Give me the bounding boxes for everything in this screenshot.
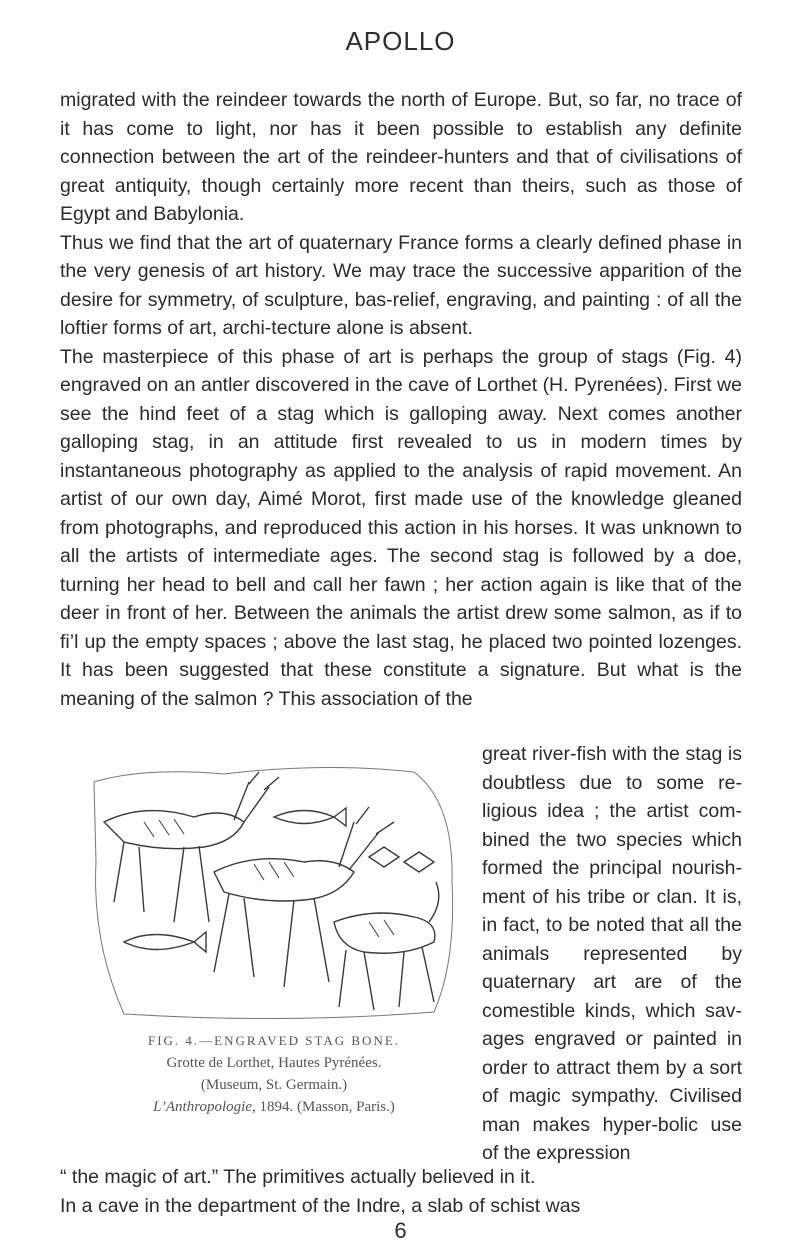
caption-location: Grotte de Lorthet, Hautes Pyrénées.: [166, 1055, 382, 1071]
paragraph-3-right-column: great river-fish with the stag is doubtless due to some re-ligious idea ; the artist com-bined the two species which formed the principal nourish-ment of his tribe or clan. It is, in fact, to be noted that all the animals represented by quaternary art are of the comestible kinds, which sav-ages engraved or painted in order to attract them by a sort of magic sympathy. Civilised man makes hyper-bolic use of the expression: [482, 743, 742, 1164]
caption-source: [74, 1096, 474, 1118]
caption-museum: (Museum, St. Germain.): [200, 1077, 348, 1093]
paragraph-3-tail: “ the magic of art.” The primitives actually believed in it.: [60, 1166, 536, 1188]
caption-source-title: L’Anthropologie: [153, 1099, 252, 1115]
page-number: 6: [394, 1218, 407, 1243]
paragraph-3: The masterpiece of this phase of art is perhaps the group of stags (Fig. 4) engraved on an antler discovered in the cave of Lorthet (H. Pyrenées). First we see the hind feet of a stag which is galloping away. Next comes another galloping stag, in an attitude first revealed to us in modern times by instantaneous photography as applied to the analysis of rapid movement. An artist of our own day, Aimé Morot, first made use of the knowledge gleaned from photographs, and reproduced this action in his horses. It was unknown to all the artists of intermediate ages. The second stag is followed by a doe, turning her head to bell and call her fawn ; her action again is like that of the deer in front of her. Between the animals the artist drew some salmon, as if to fi’l up the empty spaces ; above the last stag, he placed two pointed lozenges. It has been suggested that these constitute a signature. But what is the meaning of the salmon ? This association of the: [60, 345, 742, 710]
body-text-main: [60, 86, 742, 713]
engraved-stag-bone-figure: [84, 762, 464, 1022]
figure-block: [84, 762, 464, 1122]
caption-title: FIG. 4.—ENGRAVED STAG BONE.: [147, 1033, 401, 1048]
paragraph-1: migrated with the reindeer towards the north of Europe. But, so far, no trace of it has come to light, nor has it been possible to establish any definite connection between the art of the reindeer-hunters and that of civilisations of great antiquity, though certainly more recent than theirs, such as those of Egypt and Babylonia.: [60, 89, 742, 225]
body-text-tail: [60, 1163, 742, 1220]
paragraph-2: Thus we find that the art of quaternary France forms a clearly defined phase in the very genesis of art history. We may trace the successive apparition of the desire for symmetry, of sculpture, bas-relief, engraving, and painting : of all the loftier forms of art, archi-tecture alone is absent.: [60, 231, 742, 339]
caption-source-rest: , 1894. (Masson, Paris.): [251, 1099, 395, 1115]
figure-caption: [74, 1030, 474, 1118]
page-header: APOLLO: [345, 26, 456, 56]
paragraph-4: In a cave in the department of the Indre, a slab of schist was: [60, 1194, 581, 1217]
